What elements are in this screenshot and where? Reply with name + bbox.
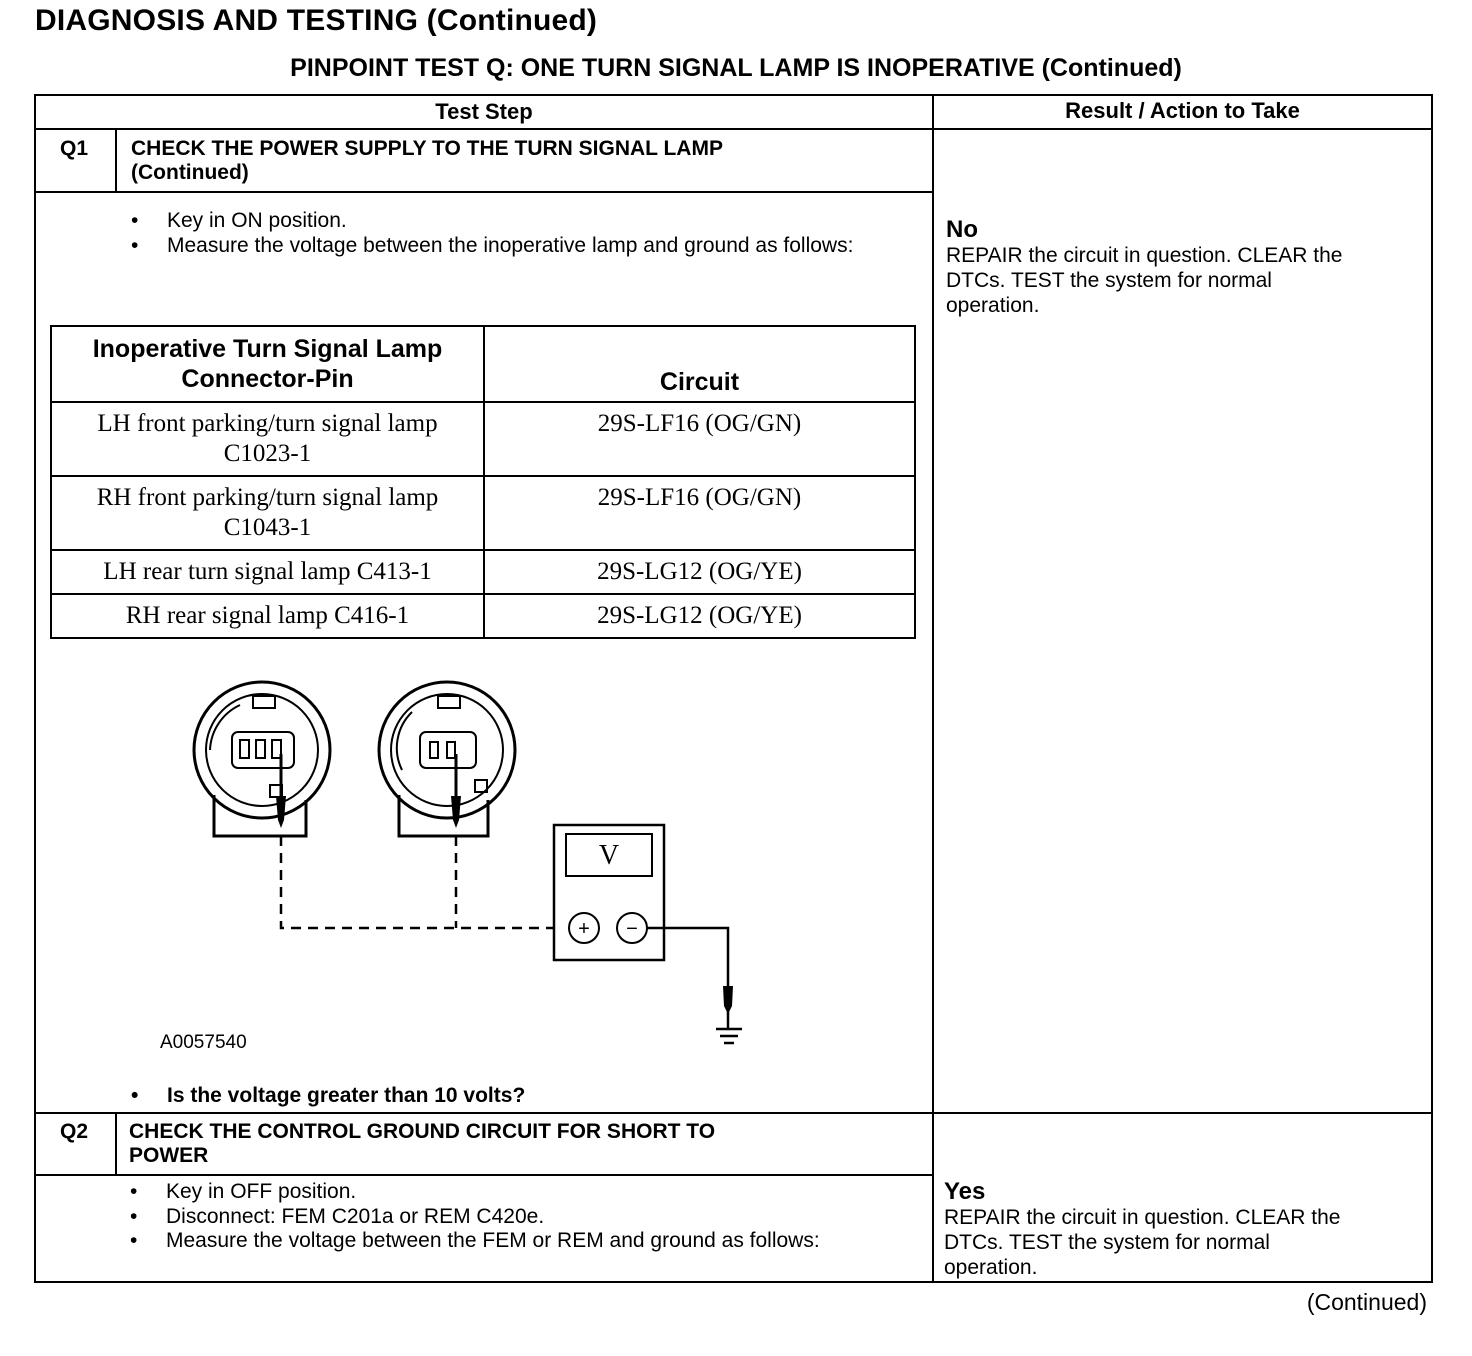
table-row	[51, 402, 915, 476]
q1-result-title: No	[946, 216, 978, 243]
q2-result-line: REPAIR the circuit in question. CLEAR the	[944, 1206, 1341, 1229]
q1-bullet: • Key in ON position.	[131, 208, 901, 233]
pin-table-header-lamp	[51, 326, 484, 402]
lamp-cell	[51, 402, 484, 476]
pin-table-header-circuit: Circuit	[484, 326, 915, 402]
meter-label: V	[598, 840, 620, 871]
meter-plus: +	[578, 918, 590, 940]
circuit-cell: 29S-LF16 (OG/GN)	[484, 402, 915, 476]
ground-probe-tip-icon	[723, 986, 733, 1014]
page-heading: DIAGNOSIS AND TESTING (Continued)	[35, 4, 598, 37]
lamp-cell: LH rear turn signal lamp C413-1	[51, 550, 484, 594]
lamp-pin: C1043-1	[223, 514, 312, 541]
col-test-step: Test Step	[435, 99, 533, 124]
q2-result-line: operation.	[944, 1256, 1038, 1279]
q1-title-line1: CHECK THE POWER SUPPLY TO THE TURN SIGNAL LAMP	[131, 137, 723, 160]
header-lamp-line1: Inoperative Turn Signal Lamp	[92, 335, 443, 363]
lamp-pin: C1023-1	[223, 440, 312, 467]
circuit-cell: 29S-LG12 (OG/YE)	[484, 594, 915, 638]
q1-title-divider	[34, 191, 934, 193]
connector-pin-table	[50, 325, 916, 639]
q1-step-title	[131, 137, 723, 185]
column-divider	[932, 94, 934, 1283]
table-row	[51, 476, 915, 550]
q1-title-line2: (Continued)	[131, 161, 249, 184]
q1-num-divider	[115, 128, 117, 192]
q2-row-divider	[34, 1112, 1433, 1114]
header-lamp-line2: Connector-Pin	[181, 365, 354, 393]
q1-result-line: DTCs. TEST the system for normal	[946, 269, 1272, 292]
table-row	[51, 594, 915, 638]
q2-num-divider	[115, 1112, 117, 1175]
probe-tip-icon	[451, 796, 461, 828]
q2-result-line: DTCs. TEST the system for normal	[944, 1231, 1270, 1254]
lamp-name: RH front parking/turn signal lamp	[96, 484, 439, 511]
lamp-name: LH front parking/turn signal lamp	[97, 410, 438, 437]
pinpoint-test-title: PINPOINT TEST Q: ONE TURN SIGNAL LAMP IS INOPERATIVE (Continued)	[290, 54, 1182, 82]
table-row	[51, 550, 915, 594]
q1-instructions	[131, 208, 901, 258]
q1-question-item: • Is the voltage greater than 10 volts?	[131, 1083, 901, 1108]
lamp-cell	[51, 476, 484, 550]
q2-title-divider	[34, 1174, 934, 1176]
q2-bullet: • Key in OFF position.	[130, 1179, 920, 1204]
header-divider	[34, 128, 1433, 130]
q1-bullet: • Measure the voltage between the inoperative lamp and ground as follows:	[131, 233, 901, 258]
q1-result-line: operation.	[946, 294, 1040, 317]
lamp-socket-3pin-icon	[194, 682, 330, 836]
figure-id: A0057540	[160, 1032, 247, 1053]
voltmeter-wiring-diagram	[150, 650, 800, 1070]
col-result: Result / Action to Take	[1065, 98, 1300, 123]
continued-footer: (Continued)	[1306, 1289, 1427, 1315]
q2-bullet: • Measure the voltage between the FEM or REM and ground as follows:	[130, 1229, 920, 1252]
q2-result-title: Yes	[944, 1178, 986, 1205]
ground-symbol-icon	[716, 1008, 742, 1043]
circuit-cell: 29S-LG12 (OG/YE)	[484, 550, 915, 594]
q2-instructions	[130, 1179, 920, 1252]
q2-result	[944, 1179, 1430, 1280]
q1-question	[131, 1083, 901, 1108]
lamp-cell: RH rear signal lamp C416-1	[51, 594, 484, 638]
q2-step-title	[129, 1120, 715, 1168]
probe-tip-icon	[276, 796, 286, 828]
lamp-socket-2pin-icon	[379, 682, 515, 836]
q2-title-line2: POWER	[129, 1144, 209, 1167]
q2-title-line1: CHECK THE CONTROL GROUND CIRCUIT FOR SHORT TO	[129, 1120, 716, 1143]
meter-minus: −	[626, 918, 638, 940]
q2-bullet: • Disconnect: FEM C201a or REM C420e.	[130, 1204, 920, 1229]
q2-step-number: Q2	[60, 1120, 89, 1143]
q1-step-number: Q1	[60, 137, 89, 160]
q1-result	[946, 217, 1430, 318]
q1-result-line: REPAIR the circuit in question. CLEAR the	[946, 244, 1343, 267]
circuit-cell: 29S-LF16 (OG/GN)	[484, 476, 915, 550]
